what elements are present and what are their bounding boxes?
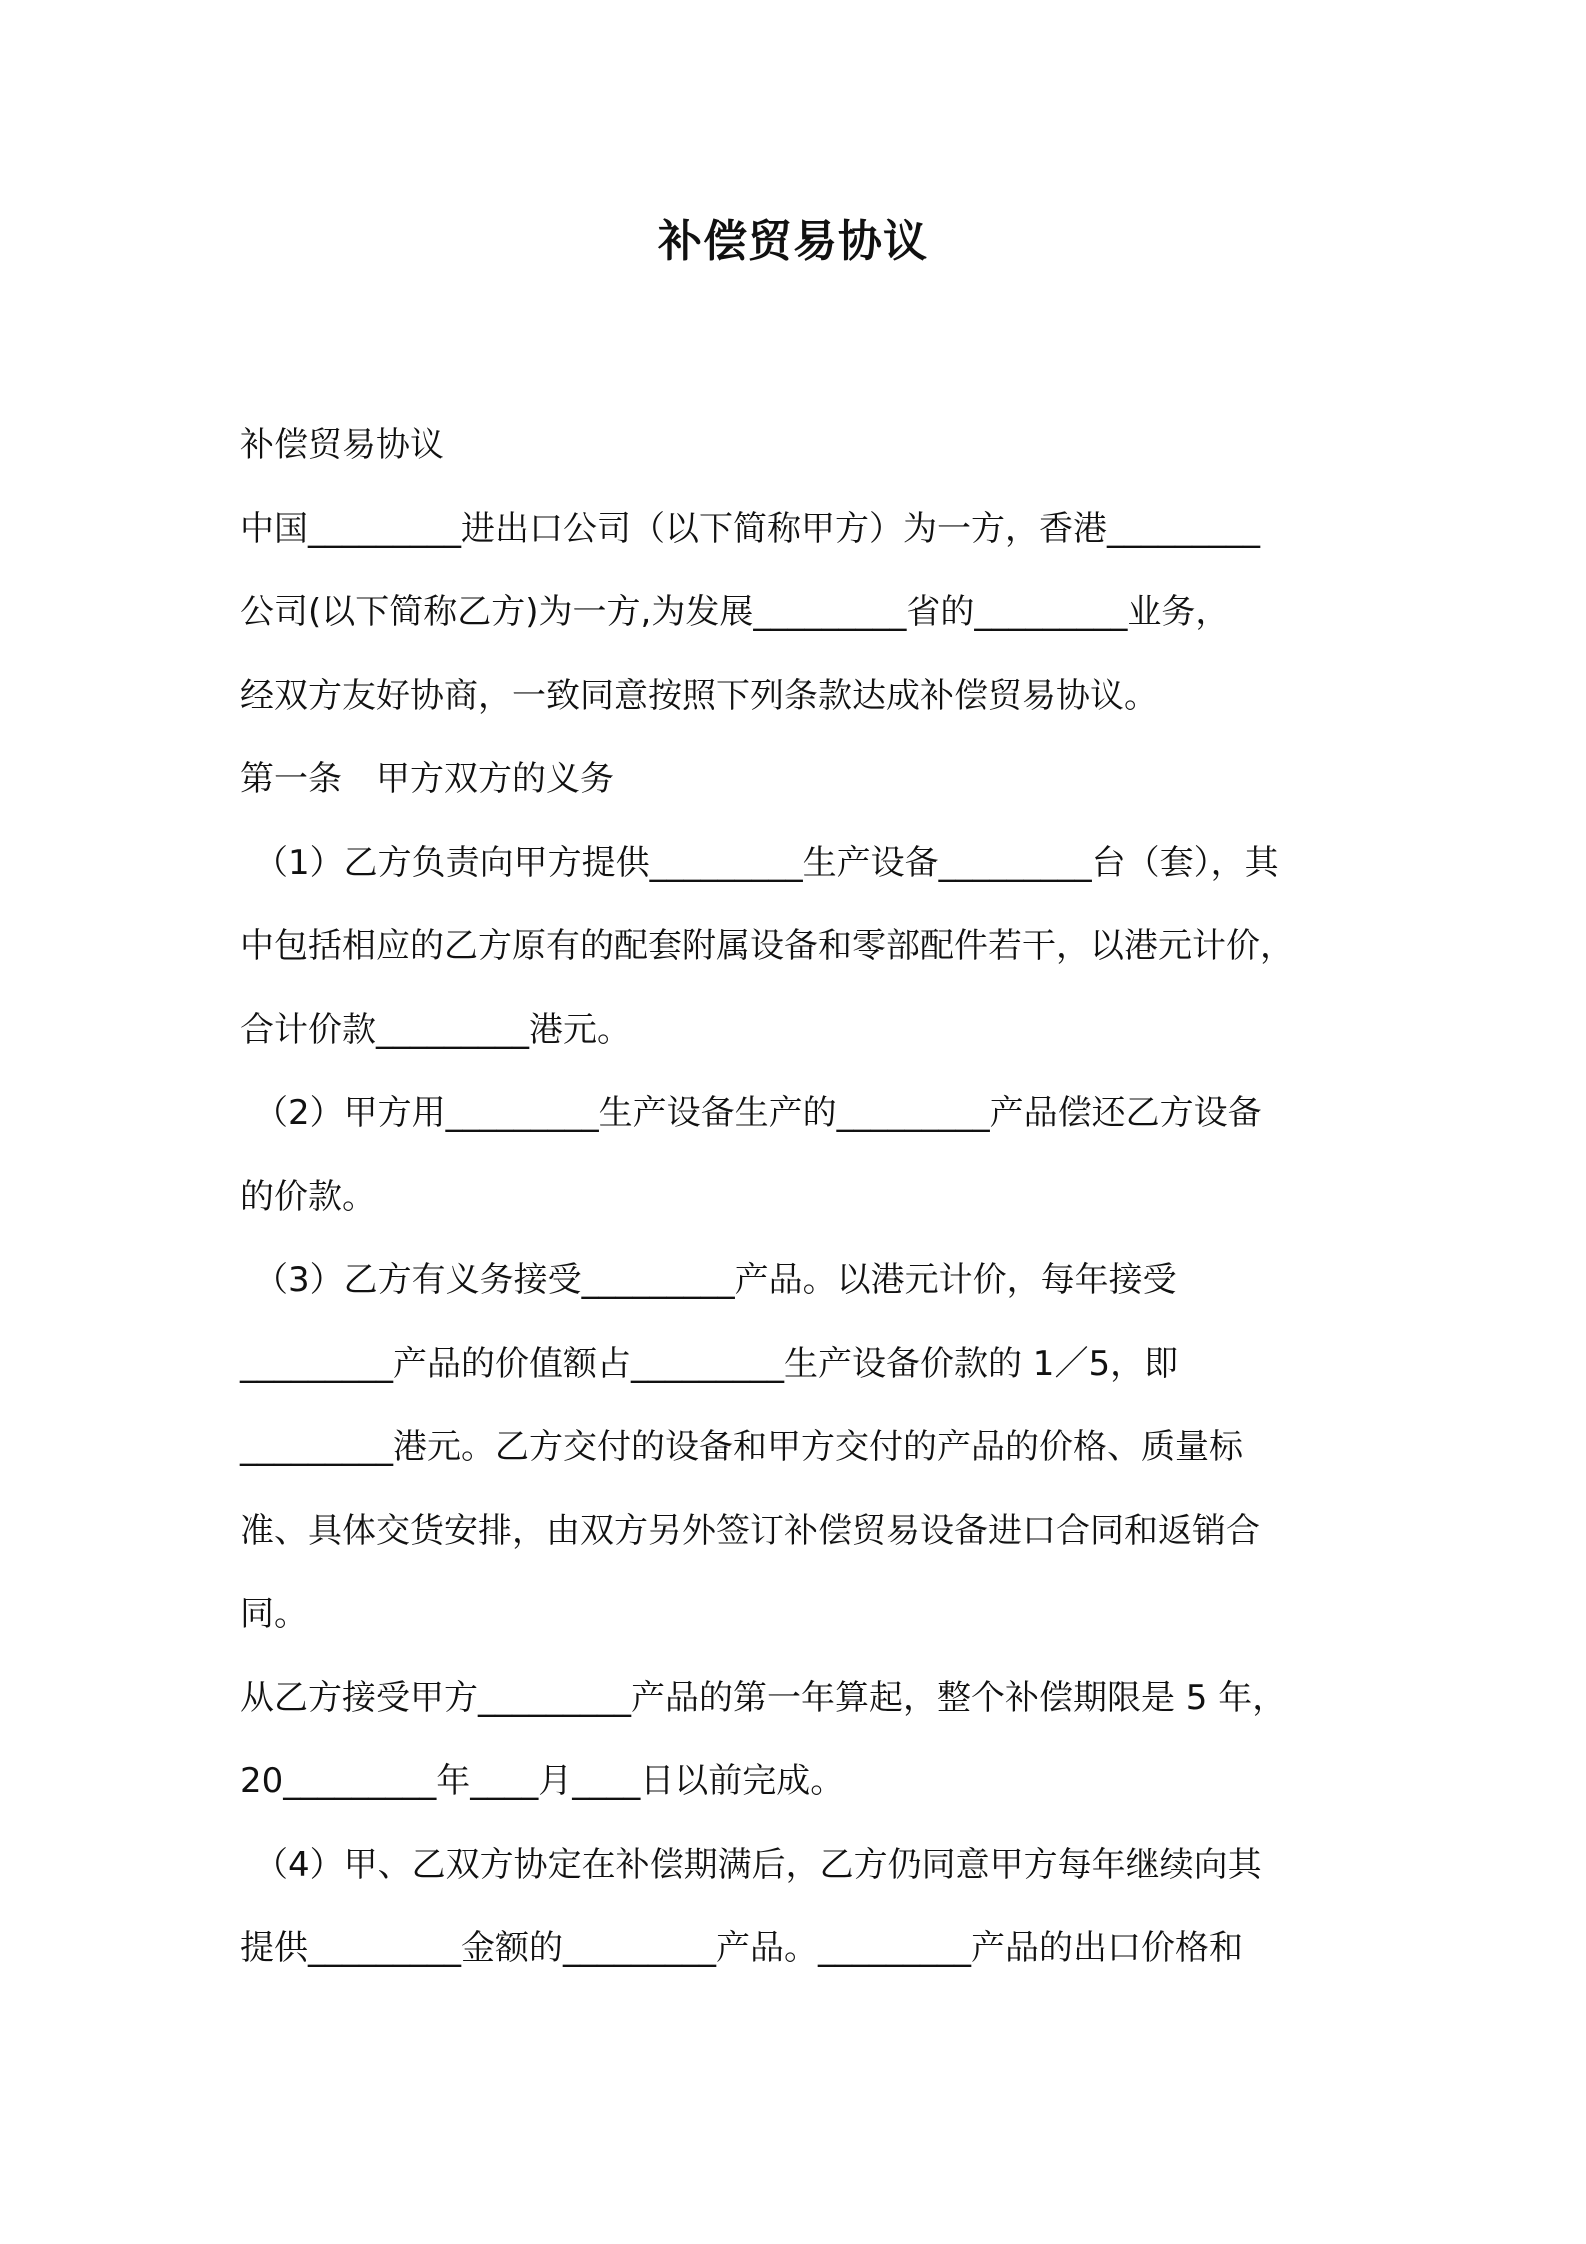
paragraph-line: 20_________年____月____日以前完成。 [240,1761,845,1801]
paragraph-line: 的价款。 [240,1176,376,1217]
paragraph-line: 经双方友好协商，一致同意按照下列条款达成补偿贸易协议。 [240,675,1158,716]
paragraph-line: （1）乙方负责向甲方提供_________生产设备_________台（套），其 [254,842,1279,883]
paragraph-line: 准、具体交货安排，由双方另外签订补偿贸易设备进口合同和返销合 [240,1510,1260,1551]
paragraph-line: 同。 [240,1594,308,1634]
paragraph-line: （3）乙方有义务接受_________产品。以港元计价，每年接受 [254,1260,1177,1300]
paragraph-line: 从乙方接受甲方_________产品的第一年算起，整个补偿期限是 5 年， [240,1677,1287,1718]
document-body [240,404,1370,1991]
paragraph-line: _________港元。乙方交付的设备和甲方交付的产品的价格、质量标 [240,1427,1243,1467]
paragraph-line: （2）甲方用_________生产设备生产的_________产品偿还乙方设备 [254,1093,1262,1133]
article-heading: 第一条 甲方双方的义务 [240,759,614,799]
paragraph-line: _________产品的价值额占_________生产设备价款的 1／5，即 [240,1343,1179,1384]
paragraph-line: 提供_________金额的_________产品。_________产品的出口价格和 [240,1928,1243,1968]
paragraph-line: 中国_________进出口公司（以下简称甲方）为一方，香港_________ [240,508,1260,549]
paragraph-line: （4）甲、乙双方协定在补偿期满后，乙方仍同意甲方每年继续向其 [254,1844,1262,1885]
paragraph-line: 补偿贸易协议 [240,425,444,465]
paragraph-line: 中包括相应的乙方原有的配套附属设备和零部配件若干，以港元计价， [240,926,1294,966]
document-title: 补偿贸易协议 [658,216,928,267]
paragraph-line: 公司(以下简称乙方)为一方,为发展_________省的_________业务， [240,592,1230,632]
paragraph-line: 合计价款_________港元。 [240,1009,631,1050]
